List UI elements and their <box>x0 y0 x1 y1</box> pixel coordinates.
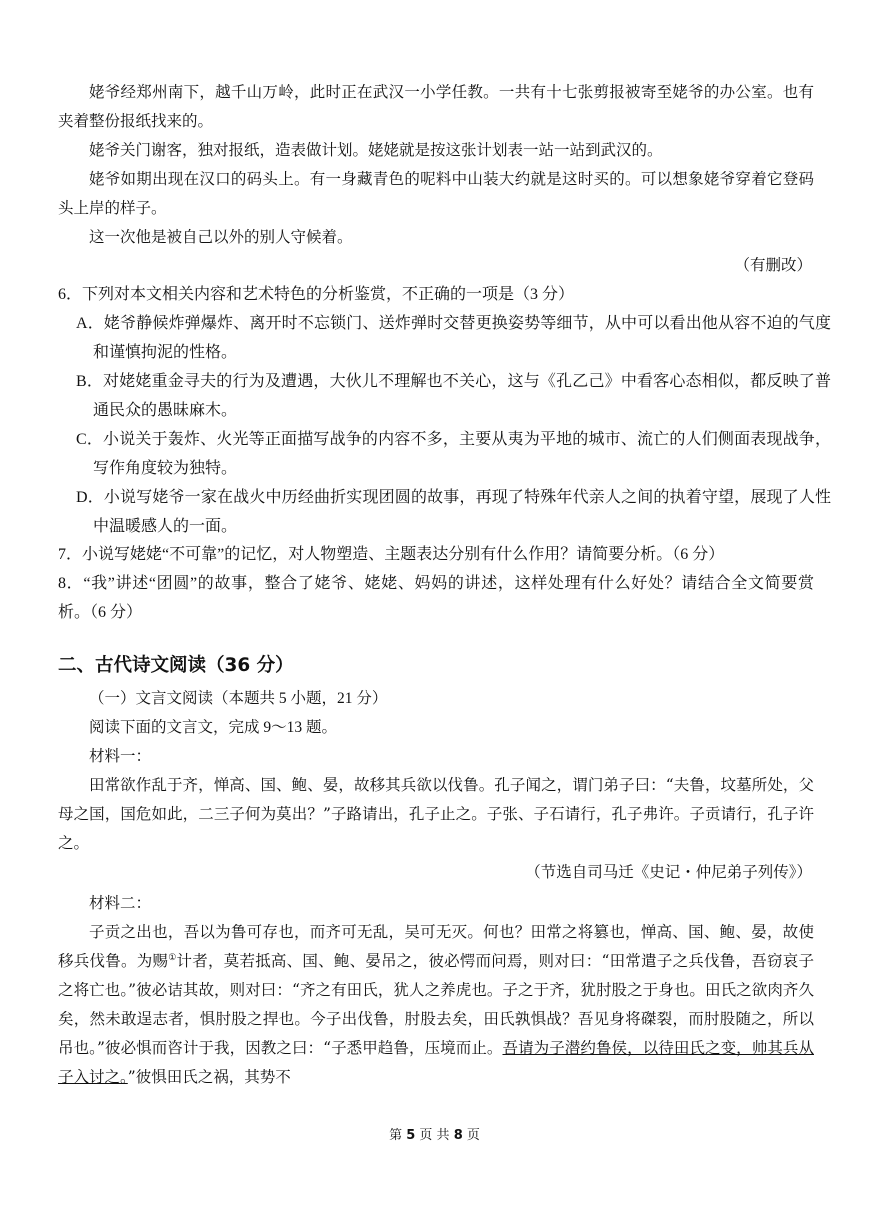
story-paragraph-1: 姥爷经郑州南下，越千山万岭，此时正在武汉一小学任教。一共有十七张剪报被寄至姥爷的办公室。也有夹着整份报纸找来的。 <box>58 83 814 130</box>
question-6-option-d: D．小说写姥爷一家在战火中历经曲折实现团圆的故事，再现了特殊年代亲人之间的执着守望，展现了人性中温暖感人的一面。 <box>76 489 831 535</box>
material-2-label: 材料二： <box>89 895 152 912</box>
footer-suffix: 页 <box>462 1128 480 1143</box>
material-1-source: （节选自司马迁《史记・仲尼弟子列传》） <box>525 863 812 881</box>
material-1-label: 材料一： <box>89 748 152 765</box>
footer-prefix: 第 <box>389 1128 407 1143</box>
material-1-text: 田常欲作乱于齐，惮高、国、鲍、晏，故移其兵欲以伐鲁。孔子闻之，谓门弟子曰：“夫鲁，坟墓所处，父母之国，国危如此，二三子何为莫出？”子路请出，孔子止之。子张、子石请行，孔子弗许。子贡请行，孔子许之。 <box>58 776 814 852</box>
question-8: 8．“我”讲述“团圆”的故事，整合了姥爷、姥姥、妈妈的讲述，这样处理有什么好处？请结合全文简要赏析。（6 分） <box>58 575 814 621</box>
story-paragraph-3: 姥爷如期出现在汉口的码头上。有一身藏青色的呢料中山装大约就是这时买的。可以想象姥爷穿着它登码头上岸的样子。 <box>58 170 814 217</box>
question-7: 7．小说写姥姥“不可靠”的记忆，对人物塑造、主题表达分别有什么作用？请简要分析。（6 分） <box>58 546 725 563</box>
underlined-sentence: 吾请为子潜约鲁侯，以待田氏之变，帅其兵从子入讨之。 <box>58 1039 814 1086</box>
story-paragraph-4: 这一次他是被自己以外的别人守候着。 <box>89 228 353 246</box>
footer-middle: 页 共 <box>415 1128 454 1143</box>
subsection-heading: （一）文言文阅读（本题共 5 小题，21 分） <box>89 690 388 707</box>
question-6-option-b: B．对姥姥重金寻夫的行为及遭遇，大伙儿不理解也不关心，这与《孔乙己》中看客心态相似，都反映了普通民众的愚昧麻木。 <box>76 373 831 419</box>
story-paragraph-2: 姥爷关门谢客，独对报纸，造表做计划。姥姥就是按这张计划表一站一站到武汉的。 <box>89 141 663 159</box>
section-title: 二、古代诗文阅读（36 分） <box>58 655 294 676</box>
material-2-text-part-c: ”彼惧田氏之祸，其势不 <box>127 1068 291 1086</box>
material-2-text-part-b: 计者，莫若抵高、国、鲍、晏吊之，彼必愕而问焉，则对曰：“田常遣子之兵伐鲁，吾窃哀子之将亡也。”彼必诘其故，则对曰：“齐之有田氏，犹人之养虎也。子之于齐，犹肘股之于身也。田氏之欲肉齐久矣，然未敢逞志者，惧肘股之捍也。今子出伐鲁，肘股去矣，田氏孰惧战？吾见身将磔裂，而肘股随之，所以吊也。”彼必惧而咨计于我，因教之曰：“子悉甲趋鲁，压境而止。 <box>58 952 814 1057</box>
material-2-text <box>58 918 814 1092</box>
question-6-option-c: C．小说关于轰炸、火光等正面描写战争的内容不多，主要从夷为平地的城市、流亡的人们侧面表现战争，写作角度较为独特。 <box>76 431 831 477</box>
page-footer <box>0 1124 869 1143</box>
question-6: 6．下列对本文相关内容和艺术特色的分析鉴赏，不正确的一项是（3 分） <box>58 286 575 303</box>
footnote-marker: ① <box>168 952 177 963</box>
reading-instruction: 阅读下面的文言文，完成 9～13 题。 <box>89 719 338 736</box>
total-page-number: 8 <box>453 1128 463 1143</box>
material-2-text-part-a: 子贡之出也，吾以为鲁可存也，而齐可无乱，吴可无灭。何也？田常之将篡也，惮高、国、鲍、晏，故使移兵伐鲁。为赐 <box>58 923 814 970</box>
current-page-number: 5 <box>406 1128 416 1143</box>
edit-note: （有删改） <box>734 256 812 274</box>
question-6-option-a: A．姥爷静候炸弹爆炸、离开时不忘锁门、送炸弹时交替更换姿势等细节，从中可以看出他从容不迫的气度和谨慎拘泥的性格。 <box>76 315 831 361</box>
